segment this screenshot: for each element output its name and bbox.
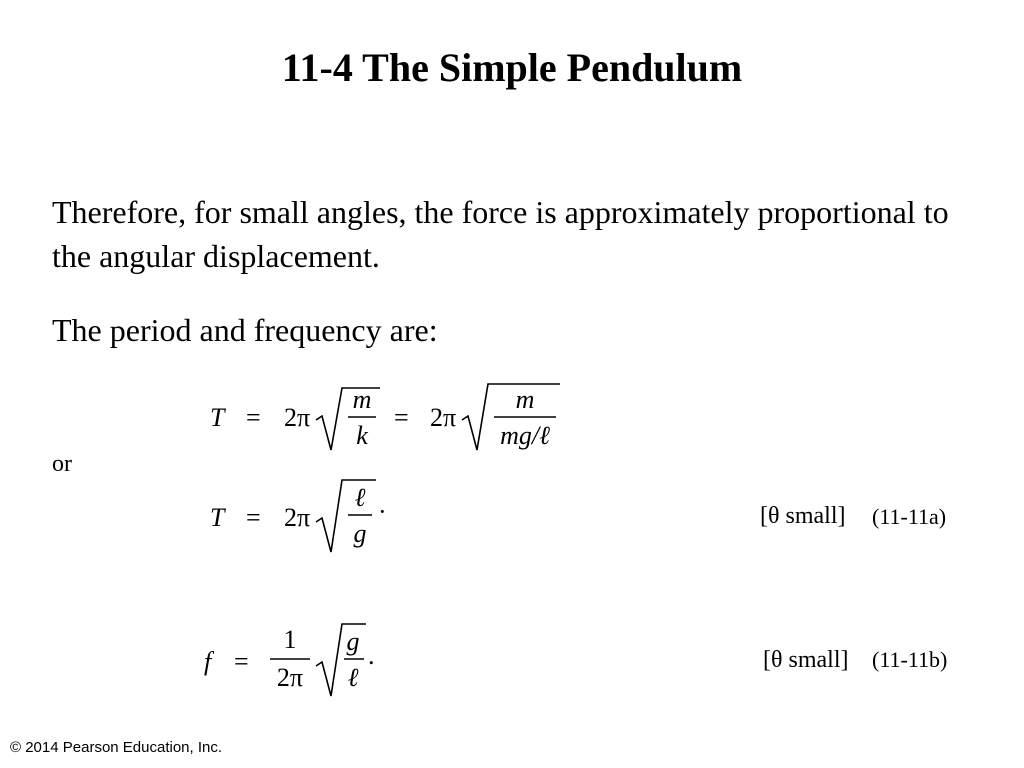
eq3-trailing-dot: . — [368, 641, 375, 670]
equation-period-pendulum — [200, 470, 580, 560]
equation-frequency-pendulum — [200, 614, 580, 704]
equation-period-spring-analogy — [200, 378, 580, 468]
eq1-equals2: = — [394, 403, 409, 432]
eq2-number: (11-11a) — [872, 504, 947, 529]
or-label: or — [52, 451, 72, 477]
eq1-lhs: T — [210, 403, 225, 432]
eq2-condition: [θ small] — [760, 503, 846, 529]
eq2-coef: 2π — [284, 503, 311, 532]
eq2-sqrt-radical — [316, 480, 376, 552]
eq3-equals: = — [234, 647, 249, 676]
paragraph-small-angle: Therefore, for small angles, the force is approximately proportional to the angular displacement. — [52, 194, 949, 274]
eq3-coef-den: 2π — [276, 663, 304, 692]
eq2-equals: = — [246, 503, 261, 532]
eq1-frac2-num: m — [515, 385, 535, 414]
eq1-frac1-num: m — [352, 385, 372, 414]
eq1-coef2: 2π — [430, 403, 457, 432]
eq3-condition: [θ small] — [763, 647, 849, 673]
eq3-frac-num: g — [346, 627, 360, 656]
copyright-footer: © 2014 Pearson Education, Inc. — [10, 739, 223, 756]
eq2-frac-num: ℓ — [354, 483, 366, 512]
eq3-lhs: f — [204, 647, 212, 676]
paragraph-period-frequency: The period and frequency are: — [52, 312, 438, 348]
eq3-number: (11-11b) — [872, 647, 948, 672]
eq1-frac2-den: mg/ℓ — [500, 421, 550, 450]
eq2-trailing-dot: · — [378, 497, 387, 526]
eq3-frac-den: ℓ — [347, 663, 359, 692]
eq2-lhs: T — [210, 503, 225, 532]
eq1-equals: = — [246, 403, 261, 432]
eq1-frac1-den: k — [356, 421, 368, 450]
slide-title: 11-4 The Simple Pendulum — [281, 45, 743, 90]
eq1-coef: 2π — [284, 403, 311, 432]
eq2-frac-den: g — [353, 519, 367, 548]
eq3-coef-num: 1 — [283, 625, 297, 654]
